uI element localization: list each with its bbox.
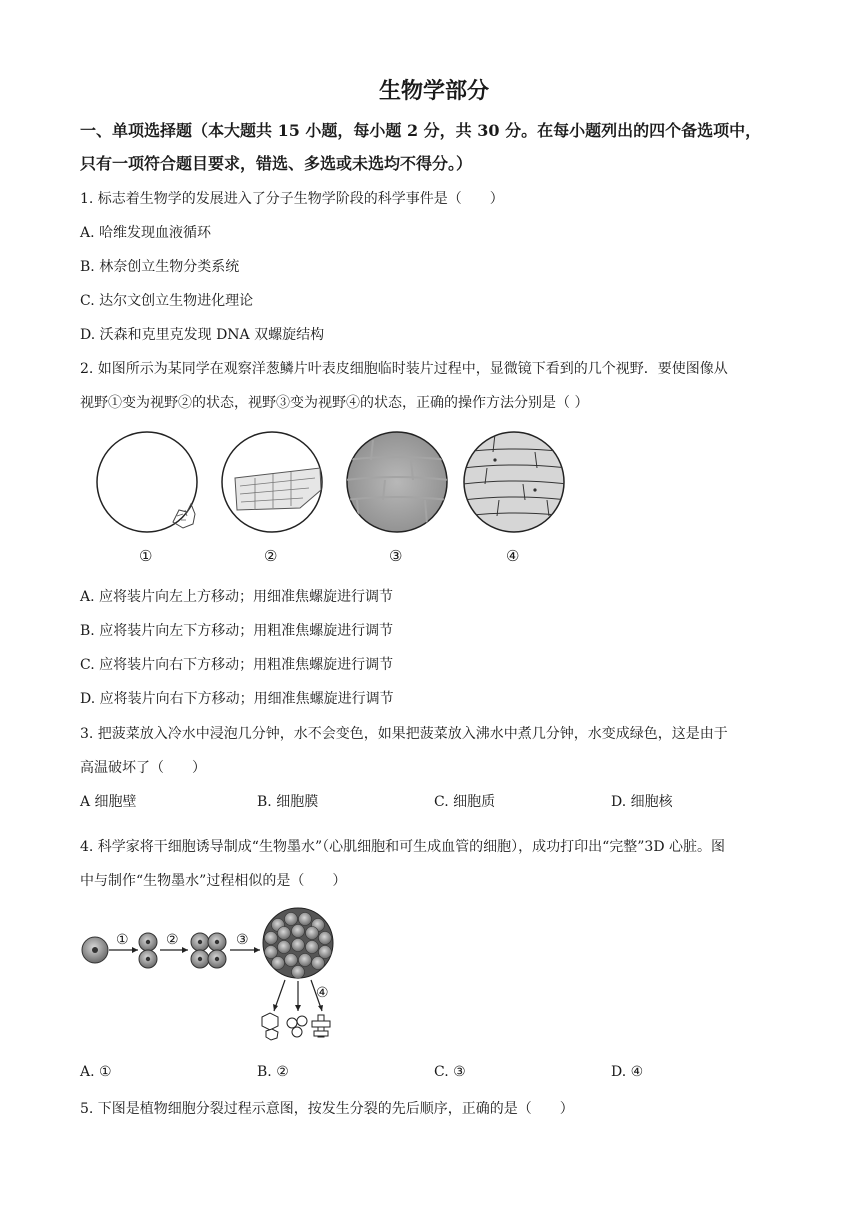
section-heading-line-1: 一、单项选择题（本大题共 15 小题，每小题 2 分，共 30 分。在每小题列出的四个备选项中， (80, 121, 762, 140)
question-1-stem: 1. 标志着生物学的发展进入了分子生物学阶段的科学事件是（ ） (80, 191, 504, 207)
q2-option-b: B. 应将装片向左下方移动；用粗准焦螺旋进行调节 (80, 623, 394, 639)
q1-option-d: D. 沃森和克里克发现 DNA 双螺旋结构 (80, 327, 325, 343)
view-4-label: ④ (506, 547, 520, 565)
section-heading-line-2: 只有一项符合题目要求，错选、多选或未选均不得分。） (80, 154, 473, 173)
q2-option-d: D. 应将装片向右下方移动；用细准焦螺旋进行调节 (80, 691, 394, 707)
view-3-circle (345, 432, 449, 532)
cell-cluster (263, 908, 333, 979)
q3-option-d: D. 细胞核 (611, 794, 673, 810)
question-2-stem-line-1: 2. 如图所示为某同学在观察洋葱鳞片叶表皮细胞临时装片过程中，显微镜下看到的几个视野．要使图像从 (80, 361, 728, 377)
step-4-label: ④ (316, 985, 329, 1001)
q4-option-b: B. ② (257, 1064, 289, 1080)
question-3-stem-line-1: 3. 把菠菜放入冷水中浸泡几分钟，水不会变色，如果把菠菜放入沸水中煮几分钟，水变成绿色，这是由于 (80, 726, 728, 742)
view-2-circle (222, 432, 322, 532)
question-3-stem-line-2: 高温破坏了（ ） (80, 760, 206, 776)
q1-option-c: C. 达尔文创立生物进化理论 (80, 293, 254, 309)
q2-option-c: C. 应将装片向右下方移动；用粗准焦螺旋进行调节 (80, 657, 394, 673)
question-4-stem-line-1: 4. 科学家将干细胞诱导制成“生物墨水”（心肌细胞和可生成血管的细胞），成功打印出“完整”3D 心脏。图 (80, 839, 726, 855)
step-2-label: ② (166, 932, 179, 948)
q1-option-a: A. 哈维发现血液循环 (80, 225, 212, 241)
question-4-stem-line-2: 中与制作“生物墨水”过程相似的是（ ） (80, 873, 347, 889)
view-2-label: ② (264, 547, 278, 565)
step-3-label: ③ (236, 932, 249, 948)
question-2-stem-line-2: 视野①变为视野②的状态，视野③变为视野④的状态，正确的操作方法分别是（ ） (80, 395, 589, 411)
q3-option-b: B. 细胞膜 (257, 794, 319, 810)
page-title: 生物学部分 (378, 78, 489, 104)
cell-division-figure (80, 905, 350, 1050)
q3-option-a: A 细胞壁 (80, 794, 137, 810)
microscope-views-figure (95, 430, 575, 570)
view-1-label: ① (139, 547, 153, 565)
q4-option-d: D. ④ (611, 1064, 644, 1080)
q1-option-b: B. 林奈创立生物分类系统 (80, 259, 240, 275)
q2-option-a: A. 应将装片向左上方移动；用细准焦螺旋进行调节 (80, 589, 394, 605)
view-4-circle (463, 432, 567, 532)
view-1-circle (97, 432, 197, 532)
step-1-label: ① (116, 932, 129, 948)
q4-option-a: A. ① (80, 1064, 112, 1080)
q4-option-c: C. ③ (434, 1064, 466, 1080)
question-5-stem: 5. 下图是植物细胞分裂过程示意图，按发生分裂的先后顺序，正确的是（ ） (80, 1101, 574, 1117)
q3-option-c: C. 细胞质 (434, 794, 496, 810)
view-3-label: ③ (389, 547, 403, 565)
